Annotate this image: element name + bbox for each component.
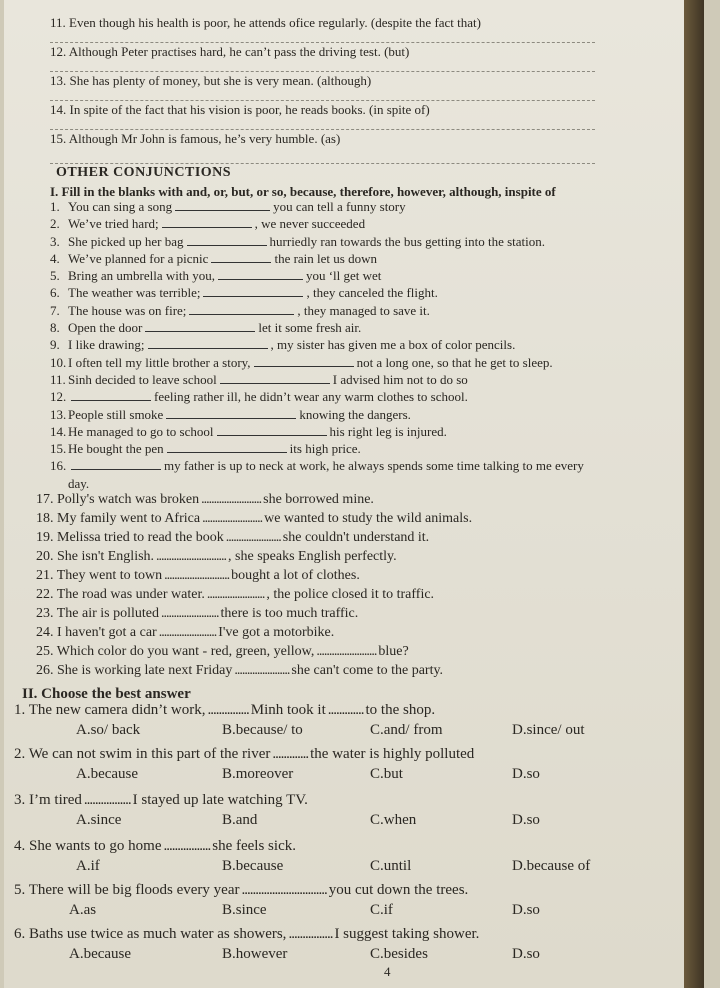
list-item: 22. The road was under water. ....................... , the police closed it to traffic. (36, 587, 435, 602)
answer-blank[interactable] (187, 234, 267, 246)
option-a[interactable]: A.because (69, 946, 132, 962)
list-item: 26. She is working late next Friday ...................... she can't come to the party. (36, 663, 444, 678)
question-text: 5. There will be big floods every year ............................... you cut down the trees. (14, 882, 469, 898)
rewrite-item: 12. Although Peter practises hard, he can’t pass the driving test. (but) (50, 43, 595, 72)
answer-blank[interactable] (145, 320, 255, 332)
list-item: 2. We’ve tried hard; , we never succeeded (50, 216, 366, 232)
option-b[interactable]: B.however (222, 946, 288, 962)
question-block (14, 836, 694, 878)
rewrite-section (50, 14, 595, 164)
list-item: 10. I often tell my little brother a story, not a long one, so that he get to sleep. (50, 354, 553, 370)
question-block (14, 790, 694, 832)
option-c[interactable]: C.if (370, 902, 393, 918)
list-item: 14. He managed to go to school his right leg is injured. (50, 423, 447, 439)
option-c[interactable]: C.besides (370, 946, 428, 962)
answer-blank[interactable] (211, 251, 271, 263)
option-d[interactable]: D.so (512, 812, 540, 828)
option-c[interactable]: C.but (370, 766, 403, 782)
answer-dots[interactable]: ....................... (158, 625, 217, 640)
option-b[interactable]: B.since (222, 902, 267, 918)
question-text: 3. I’m tired ................. I stayed up late watching TV. (14, 792, 308, 808)
list-item: 9. I like drawing; , my sister has given me a box of color pencils. (50, 337, 516, 353)
answer-blank[interactable] (220, 372, 330, 384)
option-a[interactable]: A.as (69, 902, 97, 918)
list-item: 4. We’ve planned for a picnic the rain let us down (50, 250, 377, 266)
answer-dots[interactable]: ........................ (316, 644, 377, 659)
answer-options (14, 856, 694, 878)
answer-dots[interactable]: ...................... (225, 530, 281, 545)
list-item: 24. I haven't got a car ....................... I've got a motorbike. (36, 625, 335, 640)
part2-heading: II. Choose the best answer (22, 686, 191, 702)
list-item: 5. Bring an umbrella with you, you ‘ll get wet (50, 268, 382, 284)
answer-blank[interactable] (254, 355, 354, 367)
option-c[interactable]: C.when (370, 812, 417, 828)
rewrite-item: 13. She has plenty of money, but she is very mean. (although) (50, 72, 595, 101)
answer-dots[interactable]: ........................ (201, 492, 262, 507)
rewrite-item: 11. Even though his health is poor, he attends ofice regularly. (despite the fact that) (50, 14, 595, 43)
list-item: 3. She picked up her bag hurriedly ran towards the bus getting into the station. (50, 233, 546, 249)
option-d[interactable]: D.so (512, 766, 540, 782)
list-item: 15. He bought the pen its high price. (50, 441, 361, 457)
answer-blank[interactable] (166, 407, 296, 419)
option-a[interactable]: A.so/ back (76, 722, 141, 738)
answer-blank[interactable] (162, 216, 252, 228)
answer-blank[interactable] (203, 285, 303, 297)
answer-dots[interactable]: ........................ (202, 511, 263, 526)
list-item: 16. my father is up to neck at work, he always spends some time talking to me every (50, 458, 584, 474)
question-text: 1. The new camera didn’t work, ............... Minh took it ............. to the shop. (14, 702, 436, 718)
list-item: 21. They went to town .......................... bought a lot of clothes. (36, 568, 360, 583)
question-block (14, 880, 694, 922)
list-item: 25. Which color do you want - red, green, yellow, ........................ blue? (36, 644, 409, 659)
answer-blank[interactable] (71, 389, 151, 401)
question-text: 4. She wants to go home ................. she feels sick. (14, 838, 296, 854)
list-item: 1. You can sing a song you can tell a funny story (50, 199, 406, 214)
answer-blank[interactable] (167, 441, 287, 453)
option-a[interactable]: A.if (76, 858, 100, 874)
part1-heading: I. Fill in the blanks with and, or, but, or so, because, therefore, however, although, inspite of (50, 184, 556, 199)
option-d[interactable]: D.so (512, 946, 540, 962)
option-b[interactable]: B.because (222, 858, 284, 874)
question-block (14, 924, 694, 966)
list-item: 19. Melissa tried to read the book ...................... she couldn't understand it. (36, 530, 430, 545)
option-a[interactable]: A.since (76, 812, 122, 828)
option-d[interactable]: D.since/ out (512, 722, 585, 738)
section-title: OTHER CONJUNCTIONS (56, 165, 232, 180)
rewrite-item: 14. In spite of the fact that his vision is poor, he reads books. (in spite of) (50, 101, 595, 130)
option-b[interactable]: B.moreover (222, 766, 294, 782)
option-c[interactable]: C.until (370, 858, 412, 874)
answer-blank[interactable] (148, 337, 268, 349)
answer-options (14, 810, 694, 832)
list-item: 8. Open the door let it some fresh air. (50, 320, 362, 336)
page-number: 4 (384, 964, 391, 979)
multiple-choice-section (14, 700, 694, 966)
answer-options (14, 944, 694, 966)
option-b[interactable]: B.because/ to (222, 722, 303, 738)
list-item: 23. The air is polluted ....................... there is too much traffic. (36, 606, 359, 621)
answer-blank[interactable] (218, 268, 303, 280)
answer-blank[interactable] (71, 458, 161, 470)
worksheet-page (4, 0, 704, 988)
list-item: 13. People still smoke knowing the dangers. (50, 406, 411, 422)
list-item: 7. The house was on fire; , they managed to save it. (50, 302, 430, 318)
question-text: 6. Baths use twice as much water as showers, ................ I suggest taking shower. (14, 926, 480, 942)
question-block (14, 744, 694, 786)
answer-blank[interactable] (217, 424, 327, 436)
rewrite-item: 15. Although Mr John is famous, he’s very humble. (as) (50, 130, 595, 164)
question-block (14, 700, 694, 742)
option-d[interactable]: D.because of (512, 858, 591, 874)
answer-dots[interactable]: .......................... (164, 568, 230, 583)
option-d[interactable]: D.so (512, 902, 540, 918)
list-item: 20. She isn't English. ............................ , she speaks English perfectly. (36, 549, 397, 564)
list-item: 12. feeling rather ill, he didn’t wear any warm clothes to school. (50, 389, 468, 405)
answer-dots[interactable]: ....................... (206, 587, 265, 602)
page-edge-shadow (684, 0, 704, 988)
list-item: 11. Sinh decided to leave school I advised him not to do so (50, 371, 468, 387)
answer-options (14, 900, 694, 922)
answer-dots[interactable]: ...................... (234, 663, 290, 678)
part1-list-b (36, 490, 696, 680)
list-item: 18. My family went to Africa ........................ we wanted to study the wild animals. (36, 511, 473, 526)
option-a[interactable]: A.because (76, 766, 139, 782)
answer-dots[interactable]: ....................... (161, 606, 219, 621)
list-item: 6. The weather was terrible; , they canceled the flight. (50, 285, 438, 301)
part1-list-a (50, 198, 690, 492)
list-item-continuation: day. (68, 475, 90, 491)
answer-dots[interactable]: ............................ (156, 549, 227, 564)
option-c[interactable]: C.and/ from (370, 722, 443, 738)
answer-options (14, 764, 694, 786)
list-item: 17. Polly's watch was broken ........................ she borrowed mine. (36, 492, 374, 507)
answer-blank[interactable] (189, 303, 294, 315)
question-text: 2. We can not swim in this part of the river ............. the water is highly polluted (14, 746, 475, 762)
answer-blank[interactable] (175, 199, 270, 211)
option-b[interactable]: B.and (222, 812, 258, 828)
answer-options (14, 720, 694, 742)
